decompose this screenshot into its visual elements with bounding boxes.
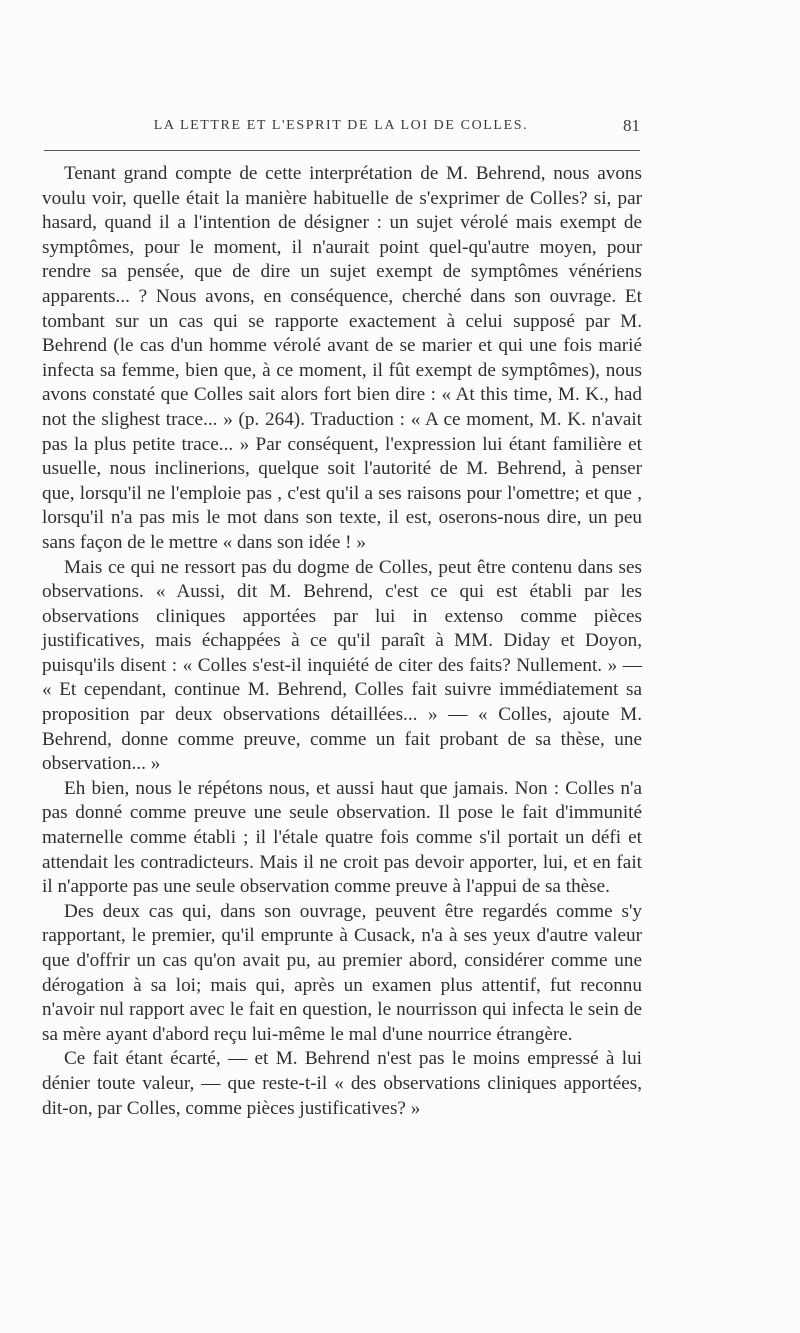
running-title: LA LETTRE ET L'ESPRIT DE LA LOI DE COLLES. [153, 118, 529, 133]
paragraph-2: Mais ce qui ne ressort pas du dogme de Colles, peut être contenu dans ses observations. « Aussi, dit M. Behrend, c'est ce qui est établi par les observations cliniques apportées par lui in extenso comme pièces justificatives, mais échappées à ce qu'il paraît à MM. Diday et Doyon, puisqu'ils disent : « Colles s'est-il inquiété de citer des faits? Nullement. » — « Et cependant, continue M. Behrend, Colles fait suivre immédiatement sa proposition par deux observations détaillées... » — « Colles, ajoute M. Behrend, donne comme preuve, comme un fait probant de sa thèse, une observation... » [42, 556, 642, 775]
paragraph-3: Eh bien, nous le répétons nous, et aussi haut que jamais. Non : Colles n'a pas donné comme preuve une seule observation. Il pose le fait d'immunité maternelle comme établi ; il l'étale quatre fois comme s'il portait un défi et attendait les contradicteurs. Mais il ne croit pas devoir apporter, lui, et en fait il n'apporte pas une seule observation comme preuve à l'appui de sa thèse. [42, 777, 642, 898]
paragraph-4: Des deux cas qui, dans son ouvrage, peuvent être regardés comme s'y rapportant, le premier, qu'il emprunte à Cusack, n'a à ses yeux d'autre valeur que d'offrir un cas qu'on avait pu, au premier abord, considérer comme une dérogation à sa loi; mais qui, après un examen plus attentif, fut reconnu n'avoir nul rapport avec le fait en question, le nourrisson qui infecta le sein de sa mère ayant d'abord reçu lui-même le mal d'une nourrice étrangère. [42, 900, 642, 1045]
running-head [42, 118, 640, 142]
header-rule [44, 150, 640, 151]
paragraph-5: Ce fait étant écarté, — et M. Behrend n'est pas le moins empressé à lui dénier toute valeur, — que reste-t-il « des observations cliniques apportées, dit-on, par Colles, comme pièces justificatives? » [42, 1048, 642, 1119]
paragraph-1: Tenant grand compte de cette interprétation de M. Behrend, nous avons voulu voir, quelle était la manière habituelle de s'exprimer de Colles? si, par hasard, quand il a l'intention de désigner : un sujet vérolé mais exempt de symptômes, pour le moment, il n'aurait point quel-qu'autre moyen, pour rendre sa pensée, que de dire un sujet exempt de symptômes vénériens apparents... ? Nous avons, en conséquence, cherché dans son ouvrage. Et tombant sur un cas qui se rapporte exactement à celui supposé par M. Behrend (le cas d'un homme vérolé avant de se marier et qui une fois marié infecta sa femme, bien que, à ce moment, il fût exempt de symptômes), nous avons constaté que Colles sait alors fort bien dire : « At this time, M. K., had not the slighest trace... » (p. 264). Traduction : « A ce moment, M. K. n'avait pas la plus petite trace... » Par conséquent, l'expression lui étant familière et usuelle, nous inclinerions, quelque soit l'autorité de M. Behrend, à penser que, lorsqu'il ne l'emploie pas , c'est qu'il a ses raisons pour l'omettre; et que , lorsqu'il n'a pas mis le mot dans son texte, il est, oserons-nous dire, un peu sans façon de le mettre « dans son idée ! » [42, 163, 642, 553]
body-text [42, 162, 642, 1121]
page-number: 81 [623, 116, 640, 135]
